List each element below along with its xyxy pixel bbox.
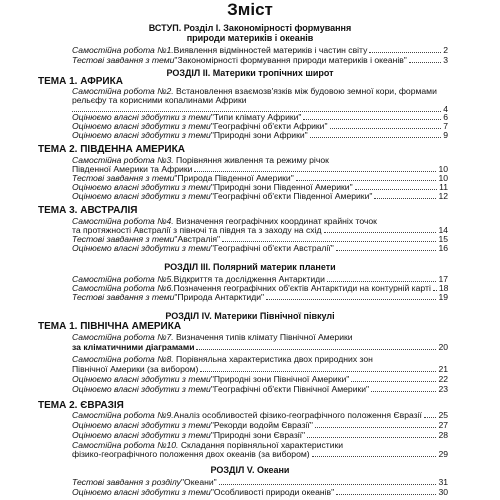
toc-entry[interactable]: Тестові завдання з теми "Австралія" 15 <box>72 235 448 244</box>
toc-entry-line[interactable]: Самостійна робота №3. Порівняння живлення та режиму річок <box>72 156 329 165</box>
toc-entry-cont[interactable]: Південної Америки та Африки 10 <box>72 165 448 174</box>
toc-entry[interactable]: Оцінюємо власні здобутки з теми "Географічні об'єкти Африки" 7 <box>72 122 448 131</box>
toc-entry[interactable]: Оцінюємо власні здобутки з теми "Особливості природи океанів" 30 <box>72 488 448 497</box>
toc-entry[interactable]: Оцінюємо власні здобутки з теми "Рекорди водойм Євразії" 27 <box>72 421 448 430</box>
theme-heading: ТЕМА 1. АФРИКА <box>38 76 123 87</box>
theme-heading: ТЕМА 2. ПІВДЕННА АМЕРИКА <box>38 144 185 155</box>
toc-entry[interactable]: Самостійна робота №5. Відкриття та дослідження Антарктиди 17 <box>72 275 448 284</box>
intro-heading-line1: ВСТУП. Розділ І. Закономірності формування <box>148 23 352 33</box>
toc-entry-cont[interactable]: та протяжності Австралії з півночі та півдня та з заходу на схід 14 <box>72 226 448 235</box>
toc-entry[interactable]: Оцінюємо власні здобутки з теми "Природні зони Південної Америки" 11 <box>72 183 448 192</box>
toc-entry[interactable]: Тестові завдання з теми "Природа Південної Америки" 10 <box>72 174 448 183</box>
intro-heading-line2: природи материків і океанів <box>186 33 314 43</box>
toc-entry[interactable]: Оцінюємо власні здобутки з теми "Географічні об'єкти Південної Америки" 12 <box>72 192 448 201</box>
toc-entry[interactable]: Оцінюємо власні здобутки з теми "Географічні об'єкти Північної Америки" 23 <box>72 385 448 394</box>
toc-entry[interactable]: Тестові завдання з теми "Закономірності формування природи материків і океанів" 3 <box>72 56 448 65</box>
page-title: Зміст <box>227 0 273 19</box>
section-heading: РОЗДІЛ IV. Материки Північної півкулі <box>165 311 335 321</box>
toc-entry[interactable]: Оцінюємо власні здобутки з теми "Природні зони Африки" 9 <box>72 131 448 140</box>
theme-heading: ТЕМА 2. ЄВРАЗІЯ <box>38 400 124 411</box>
section-heading: РОЗДІЛ ІІ. Материки тропічних широт <box>166 68 334 78</box>
toc-entry[interactable]: Тестові завдання з розділу "Океани" 31 <box>72 478 448 487</box>
section-heading: РОЗДІЛ V. Океани <box>210 465 290 475</box>
toc-entry-line[interactable]: Самостійна робота №8. Порівняльна характеристика двох природних зон <box>72 355 373 364</box>
toc-entry-line[interactable]: Самостійна робота №7. Визначення типів клімату Північної Америки <box>72 333 353 342</box>
toc-entry-line[interactable]: Самостійна робота №2. Встановлення взаємозв'язків між будовою земної кори, формами <box>72 87 437 96</box>
theme-heading: ТЕМА 3. АВСТРАЛІЯ <box>38 205 138 216</box>
toc-entry[interactable]: Оцінюємо власні здобутки з теми "Природні зони Північної Америки" 22 <box>72 375 448 384</box>
toc-entry[interactable]: Оцінюємо власні здобутки з теми "Природні зони Євразії" 28 <box>72 431 448 440</box>
toc-entry-cont[interactable]: за кліматичними діаграмами 20 <box>72 343 448 352</box>
toc-entry[interactable]: Тестові завдання з теми "Природа Антарктиди" 19 <box>72 293 448 302</box>
toc-entry-line[interactable]: Самостійна робота №4. Визначення географічних координат крайніх точок <box>72 217 377 226</box>
section-heading: РОЗДІЛ ІІІ. Полярний материк планети <box>164 262 336 272</box>
toc-entry-cont[interactable]: фізико-географічного положення двох океанів (за вибором) 29 <box>72 450 448 459</box>
theme-heading: ТЕМА 1. ПІВНІЧНА АМЕРИКА <box>38 321 182 332</box>
toc-entry[interactable]: Самостійна робота №9. Аналіз особливостей фізико-географічного положення Євразії 25 <box>72 411 448 420</box>
toc-entry-cont[interactable]: 4 <box>72 105 448 114</box>
toc-entry[interactable]: Самостійна робота №1. Виявлення відмінностей материків і частин світу 2 <box>72 46 448 55</box>
toc-entry-line[interactable]: Самостійна робота №10. Складання порівняльної характеристики <box>72 441 344 450</box>
toc-entry-cont[interactable]: Північної Америки (за вибором) 21 <box>72 365 448 374</box>
toc-entry[interactable]: Самостійна робота №6. Позначення географічних об'єктів Антарктиди на контурній карті 18 <box>72 284 448 293</box>
toc-entry[interactable]: Оцінюємо власні здобутки з теми "Типи клімату Африки" 6 <box>72 113 448 122</box>
toc-entry-cont[interactable]: рельєфу та корисними копалинами Африки <box>72 96 247 105</box>
toc-entry[interactable]: Оцінюємо власні здобутки з теми "Географічні об'єкти Австралії" 16 <box>72 244 448 253</box>
